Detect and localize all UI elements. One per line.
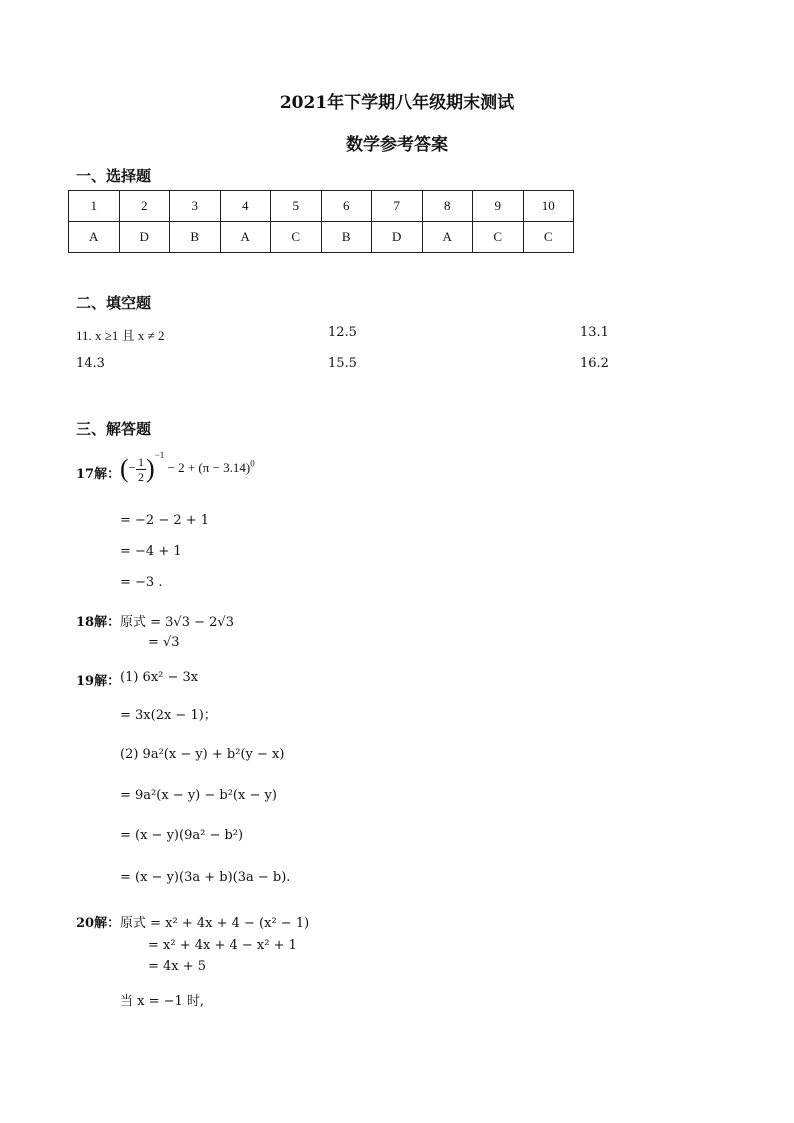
q19-step-2: = 3x(2x − 1)； [120,708,217,723]
fill-answer-11: 11. x ≥1 且 x ≠ 2 [76,328,165,343]
table-cell: B [321,222,372,253]
section-heading-choice: 一、选择题 [76,167,152,185]
q20-step-4: 当 x = −1 时, [120,994,205,1009]
table-cell: 7 [372,191,423,222]
table-cell: A [422,222,473,253]
section-heading-fill: 二、填空题 [76,294,152,312]
table-cell: 8 [422,191,473,222]
fill-answer-15: 15.5 [328,356,357,371]
q20-step-3: = 4x + 5 [148,959,207,974]
fill-answer-12: 12.5 [328,325,357,340]
q18-step-1: 原式 = 3√3 − 2√3 [120,615,234,630]
table-cell: C [473,222,524,253]
section-heading-solve: 三、解答题 [76,420,152,438]
fraction: $\frac{1}{2}$ [138,454,145,484]
fill-answer-14: 14.3 [76,356,105,371]
q17-step-1: = −2 − 2 + 1 [120,513,210,528]
minus-sign: − [128,460,137,475]
table-cell: 2 [119,191,170,222]
q20-step-2: = x² + 4x + 4 − x² + 1 [148,938,297,953]
table-cell: C [523,222,574,253]
q20-step-1: 原式 = x² + 4x + 4 − (x² − 1) [120,916,310,931]
exponent: 0 [250,458,255,469]
table-row-answers [69,222,574,253]
question-17-label: 17解： [76,467,121,482]
question-17-expression: (− $\frac{1}{2}$ )$^{-1} - 2 + (\pi - 3.14)^0$ [120,450,255,484]
table-cell: D [372,222,423,253]
table-cell: D [119,222,170,253]
table-cell: 9 [473,191,524,222]
table-cell: 1 [69,191,120,222]
expression-rest: − 2 + (π − 3.14) [164,460,251,475]
table-cell: 4 [220,191,271,222]
question-20-label: 20解： [76,916,121,931]
table-cell: 3 [170,191,221,222]
table-cell: A [69,222,120,253]
exponent: −1 [154,450,165,460]
table-cell: 5 [271,191,322,222]
q19-step-1: (1) 6x² − 3x [120,670,199,685]
q17-step-2: = −4 + 1 [120,544,182,559]
table-cell: 10 [523,191,574,222]
q19-step-5: = (x − y)(9a² − b²) [120,828,244,843]
q17-step-3: = −3 . [120,575,163,590]
table-row-numbers [69,191,574,222]
fill-answer-16: 16.2 [580,356,609,371]
table-cell: 6 [321,191,372,222]
q18-step-2: = √3 [148,635,180,650]
question-19-label: 19解： [76,674,121,689]
q19-step-3: (2) 9a²(x − y) + b²(y − x) [120,747,285,762]
table-cell: C [271,222,322,253]
q19-step-6: = (x − y)(3a + b)(3a − b). [120,870,291,885]
q19-step-4: = 9a²(x − y) − b²(x − y) [120,788,277,803]
page-subtitle: 数学参考答案 [346,135,448,155]
page-title: 2021年下学期八年级期末测试 [279,93,515,113]
fill-answer-13: 13.1 [580,325,609,340]
table-cell: B [170,222,221,253]
answer-table [68,190,574,253]
table-cell: A [220,222,271,253]
question-18-label: 18解： [76,615,121,630]
